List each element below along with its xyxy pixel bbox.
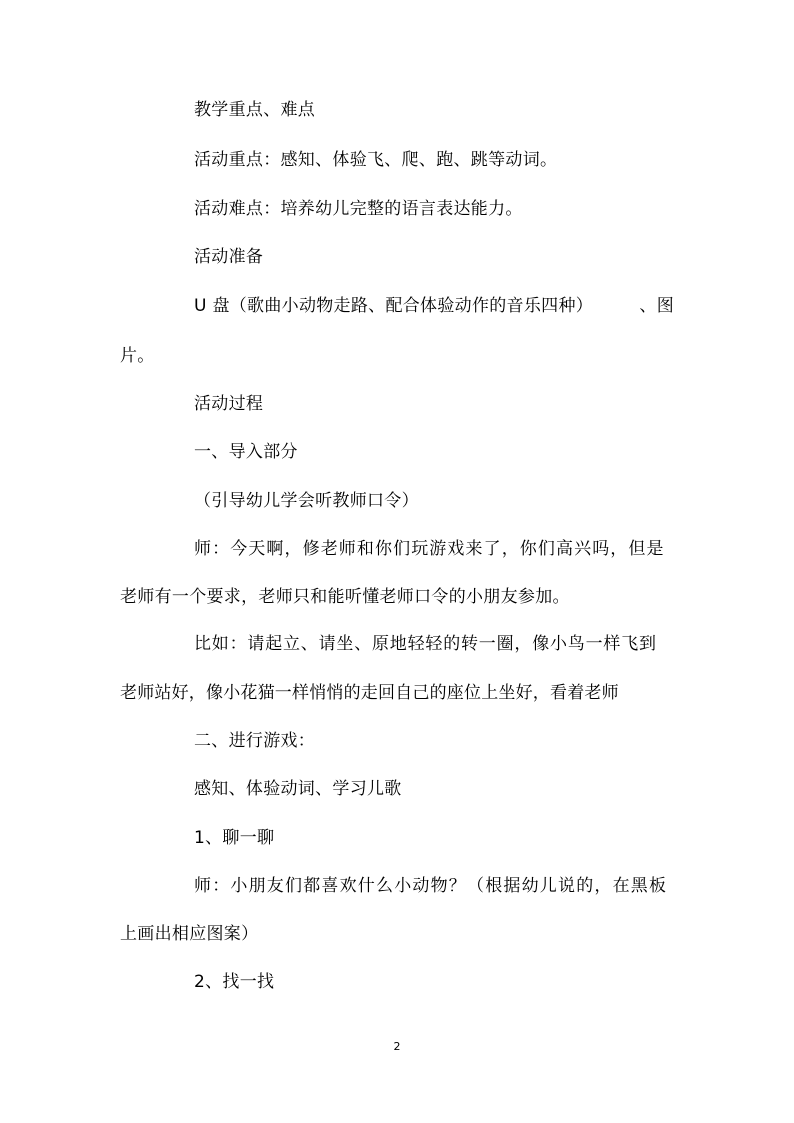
paragraph-chat-line-2: 上画出相应图案） [120, 924, 259, 944]
paragraph-introduction-note: （引导幼儿学会听教师口令） [194, 491, 419, 511]
paragraph-teacher-intro-line-1: 师：今天啊，修老师和你们玩游戏来了，你们高兴吗，但是 [194, 539, 665, 559]
materials-text-end: 、图 [639, 296, 674, 316]
heading-activity-preparation: 活动准备 [194, 247, 264, 267]
paragraph-activity-difficulty: 活动难点：培养幼儿完整的语言表达能力。 [194, 199, 523, 219]
heading-activity-process: 活动过程 [194, 394, 264, 414]
paragraph-game-goal: 感知、体验动词、学习儿歌 [194, 779, 402, 799]
materials-text: U 盘（歌曲小动物走路、配合体验动作的音乐四种） [194, 296, 594, 316]
heading-introduction: 一、导入部分 [194, 442, 298, 462]
heading-chat: 1、聊一聊 [194, 828, 275, 848]
paragraph-teacher-intro-line-2: 老师有一个要求，老师只和能听懂老师口令的小朋友参加。 [120, 587, 570, 607]
heading-key-points: 教学重点、难点 [194, 100, 316, 120]
heading-play-game: 二、进行游戏： [194, 731, 316, 751]
paragraph-example-line-1: 比如：请起立、请坐、原地轻轻的转一圈，像小鸟一样飞到 [194, 634, 657, 654]
paragraph-materials-line-2: 片。 [120, 346, 155, 366]
paragraph-chat-line-1: 师：小朋友们都喜欢什么小动物？（根据幼儿说的，在黑板 [194, 876, 668, 896]
page-number: 2 [393, 1040, 401, 1053]
heading-find: 2、找一找 [194, 972, 275, 992]
paragraph-example-line-2: 老师站好，像小花猫一样悄悄的走回自己的座位上坐好，看着老师 [120, 683, 619, 703]
paragraph-materials-line-1 [194, 294, 674, 318]
paragraph-activity-focus: 活动重点：感知、体验飞、爬、跑、跳等动词。 [194, 150, 558, 170]
